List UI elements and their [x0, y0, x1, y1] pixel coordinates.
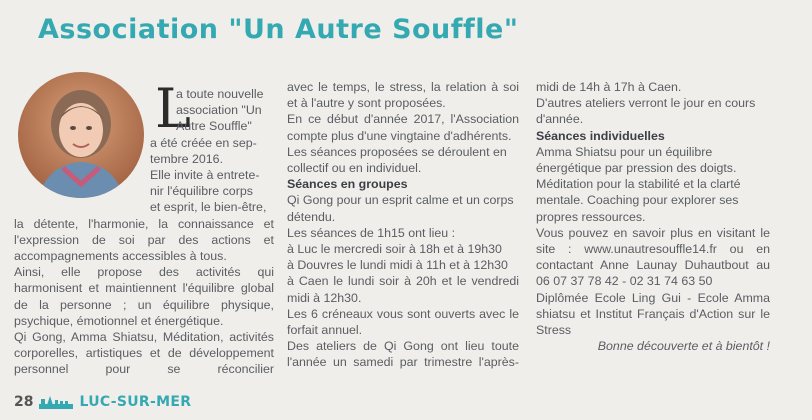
paragraph: Vous pouvez en savoir plus en visitant le site : www.unautresouffle14.fr ou en contactant Anne Launay Duhautbout au 06 07 37 78 42 - 02 31 74 63 50 [536, 225, 770, 289]
schedule-item: à Douvres le lundi midi à 11h et à 12h30 [287, 258, 508, 273]
paragraph: Les séances proposées se déroulent en collectif ou en individuel. [287, 144, 507, 176]
column-3 [536, 79, 770, 354]
paragraph: D'autres ateliers verront le jour en cours d'année. [536, 96, 756, 127]
paragraph: midi de 14h à 17h à Caen. [536, 80, 682, 94]
paragraph: la détente, l'harmonie, la connaissance et l'expression de soi par des actions et accompagnements accessibles à tous. [14, 216, 274, 263]
intro-line: Elle invite à entrete- [150, 168, 260, 182]
paragraph: Qi Gong, Amma Shiatsu, Méditation, activités corporelles, artistiques et de développement personnel pour se réconcilier [14, 330, 274, 377]
intro-line: et esprit, le bien-être, [150, 200, 267, 215]
intro-line: a toute nouvelle [176, 87, 264, 101]
closing-line: Bonne découverte et à bientôt ! [597, 339, 770, 354]
section-heading: Séances en groupes [287, 177, 408, 192]
paragraph: Ainsi, elle propose des activités qui harmonisent et maintiennent l'équilibre global de la personne ; un équilibre physique, psychique, émotionnel et énergétique. [14, 265, 274, 328]
town-skyline-icon [39, 395, 73, 409]
portrait-photo [18, 72, 144, 198]
drop-cap: L [155, 77, 191, 140]
column-2 [287, 79, 519, 371]
column-1 [14, 216, 274, 378]
town-name: LUC-SUR-MER [79, 394, 192, 410]
schedule-item: à Caen le lundi soir à 20h et le vendredi midi à 12h30. [287, 274, 519, 305]
paragraph: Qi Gong pour un esprit calme et un corps détendu. [287, 193, 514, 224]
paragraph: Les séances de 1h15 ont lieu : [287, 225, 456, 240]
paragraph: Méditation pour la stabilité et la clarté mentale. Coaching pour explorer ses propres ressources. [536, 177, 741, 224]
paragraph: Diplômée Ecole Ling Gui - Ecole Amma shiatsu et Institut Français d'Action sur le Stress [536, 290, 770, 338]
paragraph: En ce début d'année 2017, l'Association compte plus d'une vingtaine d'adhérents. [287, 112, 519, 143]
intro-line: a été créée en sep- [150, 135, 257, 150]
intro-line: tembre 2016. [150, 151, 224, 166]
paragraph: Des ateliers de Qi Gong ont lieu toute l'année un samedi par trimestre l'après- [287, 339, 519, 370]
schedule-item: à Luc le mercredi soir à 18h et à 19h30 [287, 242, 502, 257]
paragraph: Les 6 créneaux vous sont ouverts avec le forfait annuel. [287, 306, 519, 338]
intro-line: Autre Souffle" [176, 119, 252, 134]
intro-wrap [176, 86, 272, 135]
paragraph: Amma Shiatsu pour un équilibre énergétique par pression des doigts. [536, 144, 737, 176]
page-number: 28 [14, 394, 34, 410]
portrait-illustration [18, 72, 144, 198]
intro-line: nir l'équilibre corps [150, 184, 253, 199]
section-heading: Séances individuelles [536, 128, 665, 143]
intro-line: association "Un [176, 103, 262, 118]
page-footer [14, 392, 191, 412]
paragraph: avec le temps, le stress, la relation à soi et à l'autre y sont proposées. [287, 80, 519, 111]
intro-wrap-lower [150, 135, 272, 216]
article-title: Association "Un Autre Souffle" [38, 14, 519, 45]
